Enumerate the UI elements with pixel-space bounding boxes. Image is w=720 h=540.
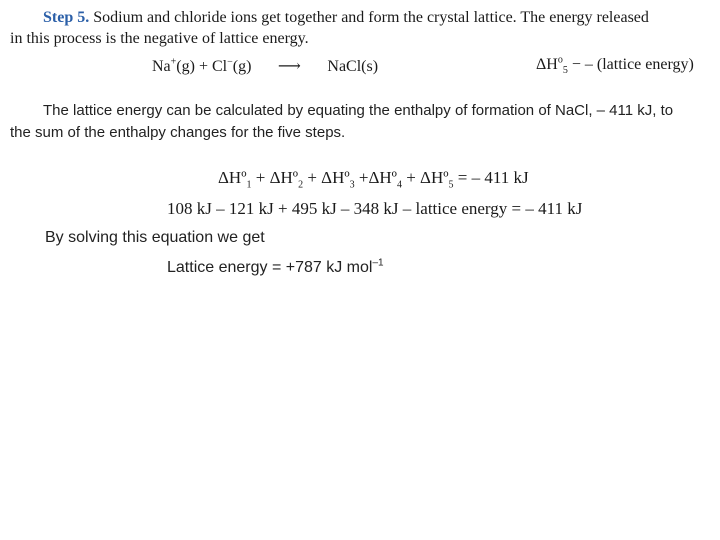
sum-rhs: = – 411 kJ bbox=[453, 168, 529, 187]
solving-text: By solving this equation we get bbox=[45, 229, 265, 246]
sum-sub-2: 2 bbox=[298, 179, 304, 191]
paragraph-2-line-2: the sum of the enthalpy changes for the five steps. bbox=[10, 124, 346, 141]
result-unit-exponent: –1 bbox=[372, 257, 384, 269]
delta-h-superscript: o bbox=[557, 54, 563, 66]
paragraph-2-line-1: The lattice energy can be calculated by equating the enthalpy of formation of NaCl, – 411 kJ, to bbox=[43, 102, 674, 119]
sum-term-5: + ΔHº bbox=[401, 168, 449, 187]
sodium-charge: + bbox=[170, 56, 177, 68]
product-text: NaCl(s) bbox=[327, 58, 379, 75]
delta-h-subscript: 5 bbox=[562, 65, 568, 77]
step-5-line-2: in this process is the negative of lattice energy. bbox=[10, 30, 309, 47]
lattice-energy-result bbox=[167, 259, 384, 277]
sum-sub-1: 1 bbox=[246, 179, 252, 191]
sum-term-3: + ΔHº bbox=[303, 168, 350, 187]
reactants-text: (g) + Cl bbox=[176, 58, 228, 75]
sum-sub-3: 3 bbox=[349, 179, 355, 191]
sum-term-4: +ΔHº bbox=[354, 168, 397, 187]
enthalpy-sum-equation bbox=[218, 168, 529, 191]
step-text: Sodium and chloride ions get together and form the crystal lattice. The energy released bbox=[89, 9, 649, 26]
numeric-equation: 108 kJ – 121 kJ + 495 kJ – 348 kJ – lattice energy = – 411 kJ bbox=[167, 199, 583, 218]
enthalpy-step-5 bbox=[536, 54, 694, 77]
sodium-symbol: Na bbox=[152, 58, 171, 75]
sum-term-1: ΔHº bbox=[218, 168, 247, 187]
chloride-state: (g) bbox=[232, 58, 252, 75]
lattice-energy-label: − – (lattice energy) bbox=[567, 56, 694, 73]
step-label: Step 5. bbox=[43, 9, 90, 26]
step-5-line-1 bbox=[43, 8, 649, 28]
result-text: Lattice energy = +787 kJ mol bbox=[167, 259, 373, 276]
sum-sub-5: 5 bbox=[448, 179, 454, 191]
sum-sub-4: 4 bbox=[396, 179, 402, 191]
sum-term-2: + ΔHº bbox=[251, 168, 299, 187]
reaction-arrow: ⟶ bbox=[277, 58, 301, 75]
delta-h-symbol: ΔH bbox=[536, 56, 558, 73]
chloride-charge: − bbox=[227, 56, 233, 68]
reaction-equation bbox=[152, 56, 378, 76]
